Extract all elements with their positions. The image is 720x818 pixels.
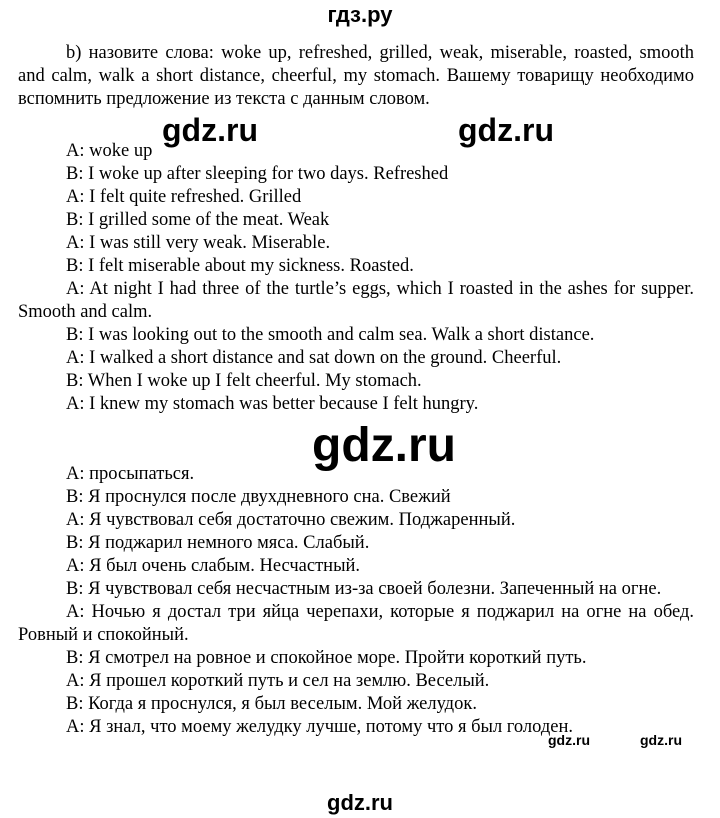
dialog-line: A: I walked a short distance and sat down on the ground. Cheerful.: [66, 348, 562, 368]
dialog-line: A: I knew my stomach was better because I felt hungry.: [66, 394, 479, 414]
dialog-line: А: Ночью я достал три яйца черепахи, которые я поджарил на огне на обед. Ровный и спокойный.: [18, 602, 694, 645]
dialog-line: В: Я чувствовал себя несчастным из-за своей болезни. Запеченный на огне.: [66, 579, 662, 599]
dialog-line: A: I was still very weak. Miserable.: [66, 233, 331, 253]
dialog-line: B: I grilled some of the meat. Weak: [66, 210, 330, 230]
instruction-text: b) назовите слова: woke up, refreshed, grilled, weak, miserable, roasted, smooth and calm, walk a short distance, cheerful, my stomach. Вашему товарищу необходимо вспомнить предложение из текста с данным словом.: [18, 43, 694, 109]
dialog-line: B: When I woke up I felt cheerful. My stomach.: [66, 371, 422, 391]
dialog-line: А: просыпаться.: [66, 464, 195, 484]
watermark: gdz.ru: [312, 419, 456, 472]
dialog-english: [18, 140, 694, 416]
dialog-line: B: I was looking out to the smooth and calm sea. Walk a short distance.: [66, 325, 595, 345]
dialog-line: A: woke up: [66, 141, 153, 161]
dialog-line: В: Я поджарил немного мяса. Слабый.: [66, 533, 370, 553]
dialog-line: B: I felt miserable about my sickness. Roasted.: [66, 256, 414, 276]
dialog-line: А: Я чувствовал себя достаточно свежим. Поджаренный.: [66, 510, 516, 530]
watermark: gdz.ru: [162, 112, 258, 148]
dialog-line: А: Я знал, что моему желудку лучше, потому что я был голоден.: [66, 717, 574, 737]
watermark: gdz.ru: [458, 112, 554, 148]
dialog-line: A: At night I had three of the turtle’s eggs, which I roasted in the ashes for supper. Smooth and calm.: [18, 279, 694, 322]
task-instruction: [18, 42, 694, 111]
dialog-line: В: Я проснулся после двухдневного сна. Свежий: [66, 487, 451, 507]
watermark: gdz.ru: [640, 732, 682, 748]
dialog-line: В: Когда я проснулся, я был веселым. Мой желудок.: [66, 694, 477, 714]
dialog-line: В: Я смотрел на ровное и спокойное море. Пройти короткий путь.: [66, 648, 587, 668]
dialog-line: A: I felt quite refreshed. Grilled: [66, 187, 302, 207]
site-header: гдз.ру: [327, 2, 393, 27]
dialog-line: А: Я был очень слабым. Несчастный.: [66, 556, 361, 576]
dialog-line: B: I woke up after sleeping for two days. Refreshed: [66, 164, 449, 184]
site-footer: gdz.ru: [327, 790, 393, 815]
dialog-line: А: Я прошел короткий путь и сел на землю. Веселый.: [66, 671, 490, 691]
watermark: gdz.ru: [548, 732, 590, 748]
dialog-russian: [18, 463, 694, 739]
